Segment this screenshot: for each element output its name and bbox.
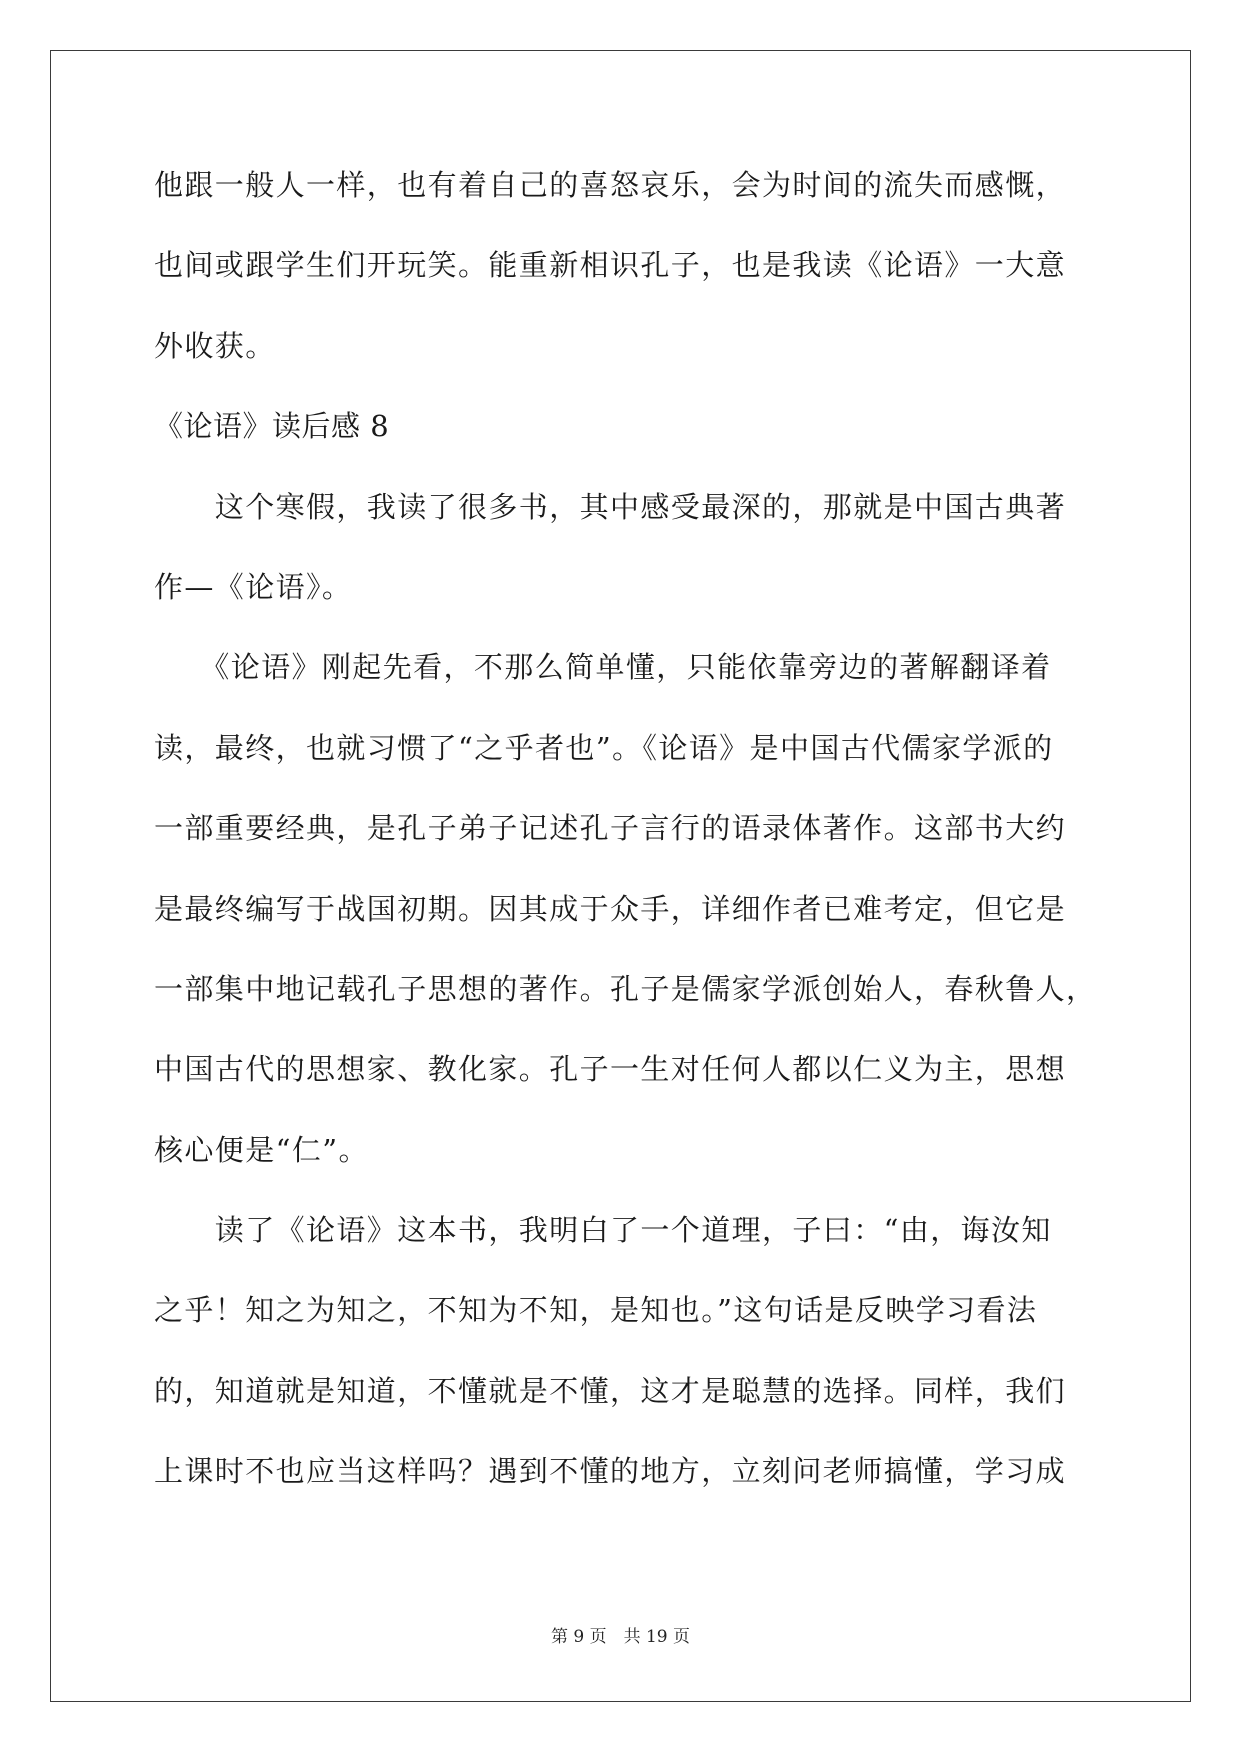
text-line: 《论语》刚起先看，不那么简单懂，只能依靠旁边的著解翻译着 [154,650,1052,685]
text-line: 一部集中地记载孔子思想的著作。孔子是儒家学派创始人，春秋鲁人， [154,971,1097,1006]
text-line: 外收获。 [154,328,276,363]
text-line: 这个寒假，我读了很多书，其中感受最深的，那就是中国古典著 [154,489,1067,524]
text-line: 作—《论语》。 [154,569,353,604]
text-line: 读，最终，也就习惯了“之乎者也”。《论语》是中国古代儒家学派的 [154,730,1054,765]
text-line: 上课时不也应当这样吗？遇到不懂的地方，立刻问老师搞懂，学习成 [154,1454,1067,1489]
text-line: 核心便是“仁”。 [154,1132,369,1167]
text-line: 也间或跟学生们开玩笑。能重新相识孔子，也是我读《论语》一大意 [154,248,1067,283]
text-line: 他跟一般人一样，也有着自己的喜怒哀乐，会为时间的流失而感慨， [154,168,1067,202]
text-line: 一部重要经典，是孔子弟子记述孔子言行的语录体著作。这部书大约 [154,811,1067,846]
text-line: 读了《论语》这本书，我明白了一个道理，子曰：“由，诲汝知 [154,1213,1052,1248]
text-line: 之乎！知之为知之，不知为不知，是知也。”这句话是反映学习看法 [154,1293,1038,1328]
body-text [154,160,1097,1527]
text-line: 的，知道就是知道，不懂就是不懂，这才是聪慧的选择。同样，我们 [154,1373,1067,1408]
section-heading: 《论语》读后感 8 [154,409,390,444]
page-number-footer: 第 9 页 共 19 页 [550,1627,691,1647]
text-line: 中国古代的思想家、教化家。孔子一生对任何人都以仁义为主，思想 [154,1052,1067,1087]
text-line: 是最终编写于战国初期。因其成于众手，详细作者已难考定，但它是 [154,891,1067,926]
